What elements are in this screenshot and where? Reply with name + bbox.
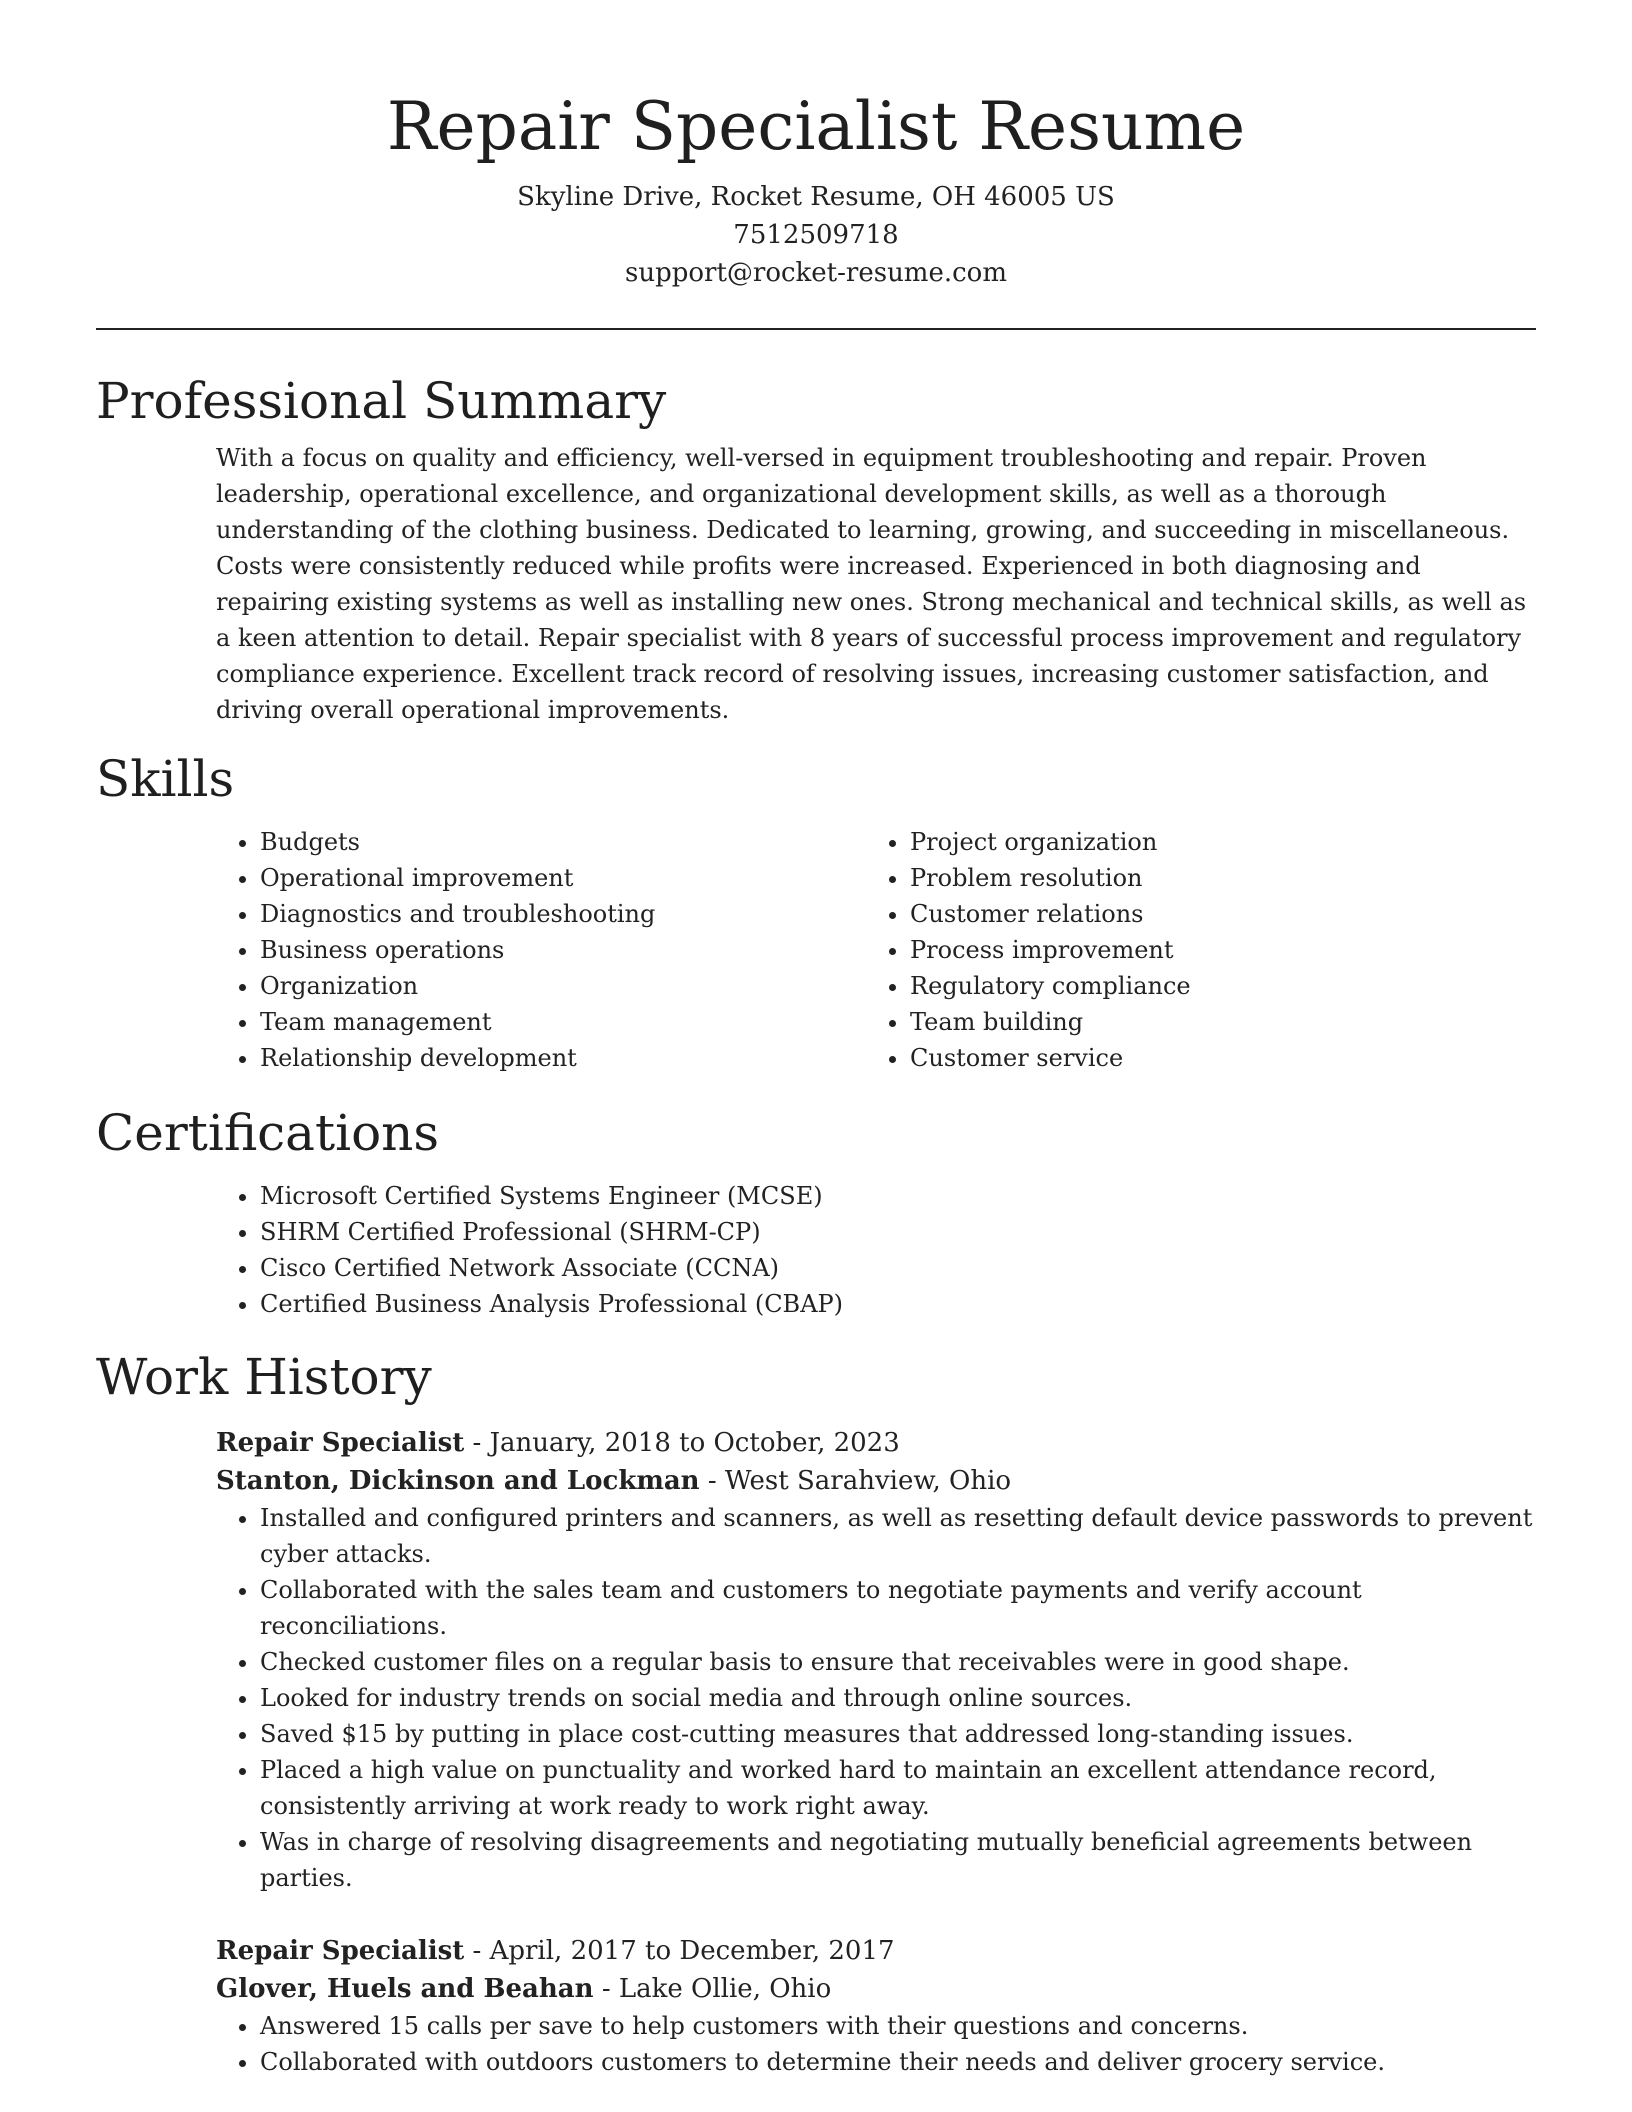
job-duty-item: • Looked for industry trends on social media and through online sources.	[260, 1680, 1536, 1716]
resume-page	[96, 0, 1536, 2080]
certification-item: • Certified Business Analysis Professional (CBAP)	[260, 1286, 1536, 1322]
job-dates: - January, 2018 to October, 2023	[464, 1428, 900, 1458]
skill-item: • Team management	[260, 1004, 866, 1040]
job-company-line	[216, 1970, 1536, 2008]
job-duty-item: • Answered 15 calls per save to help customers with their questions and concerns.	[260, 2008, 1536, 2044]
skill-item: • Process improvement	[910, 932, 1516, 968]
certification-item: • SHRM Certified Professional (SHRM-CP)	[260, 1214, 1536, 1250]
resume-header	[96, 0, 1536, 292]
certifications-list	[216, 1178, 1536, 1322]
job-duty-item: • Was in charge of resolving disagreements and negotiating mutually beneficial agreements between parties.	[260, 1824, 1536, 1896]
job-duty-item: • Checked customer files on a regular basis to ensure that receivables were in good shape.	[260, 1644, 1536, 1680]
summary-text: With a focus on quality and efficiency, well-versed in equipment troubleshooting and repair. Proven leadership, operational excellence, and organizational development skills, as well as a thorough understanding of the clothing business. Dedicated to learning, growing, and succeeding in miscellaneous. Costs were consistently reduced while profits were increased. Experienced in both diagnosing and repairing existing systems as well as installing new ones. Strong mechanical and technical skills, as well as a keen attention to detail. Repair specialist with 8 years of successful process improvement and regulatory compliance experience. Excellent track record of resolving issues, increasing customer satisfaction, and driving overall operational improvements.	[216, 444, 1527, 724]
work-history-heading: Work History	[96, 1348, 432, 1406]
job-entry	[216, 1424, 1536, 1896]
contact-phone: 7512509718	[733, 220, 899, 250]
job-location: - Lake Ollie, Ohio	[593, 1974, 832, 2004]
job-duties	[216, 2008, 1536, 2080]
contact-info	[96, 178, 1536, 292]
job-title-line	[216, 1424, 1536, 1462]
job-company-line	[216, 1462, 1536, 1500]
summary-heading: Professional Summary	[96, 372, 667, 430]
contact-address: Skyline Drive, Rocket Resume, OH 46005 US	[517, 182, 1115, 212]
skill-item: • Problem resolution	[910, 860, 1516, 896]
job-duties	[216, 1500, 1536, 1896]
skills-column-left	[216, 824, 866, 1076]
skill-item: • Project organization	[910, 824, 1516, 860]
skill-item: • Relationship development	[260, 1040, 866, 1076]
skills-list	[216, 824, 1536, 1076]
job-duty-item: • Collaborated with outdoors customers to determine their needs and deliver grocery service.	[260, 2044, 1536, 2080]
job-duty-item: • Saved $15 by putting in place cost-cutting measures that addressed long-standing issues.	[260, 1716, 1536, 1752]
skill-item: • Team building	[910, 1004, 1516, 1040]
job-duty-item: • Placed a high value on punctuality and worked hard to maintain an excellent attendance record, consistently arriving at work ready to work right away.	[260, 1752, 1536, 1824]
job-location: - West Sarahview, Ohio	[699, 1466, 1012, 1496]
certifications-heading: Certifications	[96, 1104, 440, 1162]
job-company: Glover, Huels and Beahan	[216, 1974, 594, 2004]
header-divider	[96, 328, 1536, 330]
job-role: Repair Specialist	[216, 1428, 465, 1458]
skills-column-right	[866, 824, 1516, 1076]
job-duty-item: • Collaborated with the sales team and customers to negotiate payments and verify account reconciliations.	[260, 1572, 1536, 1644]
certification-item: • Microsoft Certified Systems Engineer (MCSE)	[260, 1178, 1536, 1214]
job-title-line	[216, 1932, 1536, 1970]
job-role: Repair Specialist	[216, 1936, 465, 1966]
skill-item: • Operational improvement	[260, 860, 866, 896]
skill-item: • Organization	[260, 968, 866, 1004]
job-duty-item: • Installed and configured printers and scanners, as well as resetting default device passwords to prevent cyber attacks.	[260, 1500, 1536, 1572]
contact-email: support@rocket-resume.com	[624, 258, 1007, 288]
skill-item: • Customer service	[910, 1040, 1516, 1076]
skill-item: • Diagnostics and troubleshooting	[260, 896, 866, 932]
job-dates: - April, 2017 to December, 2017	[464, 1936, 895, 1966]
certification-item: • Cisco Certified Network Associate (CCNA)	[260, 1250, 1536, 1286]
skills-heading: Skills	[96, 750, 235, 808]
resume-title: Repair Specialist Resume	[386, 88, 1246, 165]
skill-item: • Customer relations	[910, 896, 1516, 932]
job-entry	[216, 1932, 1536, 2080]
skill-item: • Budgets	[260, 824, 866, 860]
skill-item: • Regulatory compliance	[910, 968, 1516, 1004]
skill-item: • Business operations	[260, 932, 866, 968]
job-company: Stanton, Dickinson and Lockman	[216, 1466, 700, 1496]
